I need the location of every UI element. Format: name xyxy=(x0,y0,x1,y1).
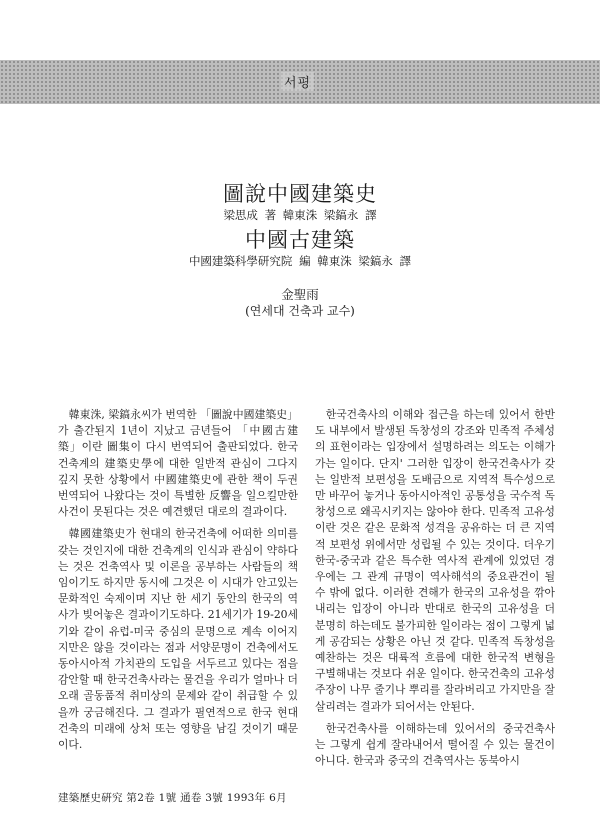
right-column xyxy=(315,407,555,775)
paragraph: 韓東洙, 梁鎬永씨가 번역한 「圖說中國建築史」가 출간된지 1년이 지났고 금년들어 「中國古建築」이란 圖集이 다시 번역되어 출판되었다. 한국건축계의 建築史學에 대한 일반적 관심이 그다지 깊지 못한 상황에서 中國建築史에 관한 책이 두권 번역되어 나왔다는 것이 특별한 反響을 일으킬만한 사건이 못된다는 것은 예견했던 대로의 결과이다. xyxy=(58,408,298,519)
left-column xyxy=(58,407,298,759)
reviewer-name: 金聖雨 xyxy=(281,287,319,302)
paragraph: 한국건축사의 이해와 접근을 하는데 있어서 한반도 내부에서 발생된 독창성의 강조와 민족적 주체성의 표현이라는 입장에서 설명하려는 의도는 이해가 가는 일이다. 단지' 그러한 입장이 한국건축사가 갖는 일반적 보편성을 도배금으로 지역적 특수성으로만 바꾸어 놓거나 동아시아적인 공통성을 국수적 독창성으로 왜곡시키지는 않아야 한다. 민족적 고유성이란 것은 같은 문화적 성격을 공유하는 더 큰 지역적 보편성 위에서만 성립될 수 있는 것이다. 더우기 한국-중국과 같은 특수한 역사적 관계에 있었던 경우에는 그 관계 규명이 역사해석의 중요관건이 될 수 밖에 없다. 이러한 견해가 한국의 고유성을 깎아내리는 입장이 아니라 반대로 한국의 고유성을 더 분명히 하는데도 불가피한 일이라는 점이 그렇게 넓게 공감되는 상황은 아닌 것 같다. 민족적 독창성을 예찬하는 것은 대륙적 흐름에 대한 한국적 변형을 구별해내는 것보다 쉬운 일이다. 한국건축의 고유성 주장이 나무 줄기나 뿌리를 잘라버리고 가지만을 잘 살리려는 결과가 되어서는 안된다. xyxy=(315,408,555,713)
paragraph: 韓國建築史가 현대의 한국건축에 어떠한 의미를 갖는 것인지에 대한 건축계의 인식과 관심이 약하다는 것은 건축역사 및 이론을 공부하는 사람들의 책임이기도 하지만 동시에 그것은 이 시대가 안고있는 문화적인 숙제이며 지난 한 세기 동안의 한국의 역사가 빚어놓은 결과이기도하다. 21세기가 19-20세기와 같이 유럽-미국 중심의 문명으로 계속 이어지지만은 않을 것이라는 점과 서양문명이 건축에서도 동아시아적 가치관의 도입을 서두르고 있다는 점을 감안할 때 한국건축사라는 물건을 우리가 얼마나 더 오래 골동품적 취미상의 문제와 같이 취급할 수 있을까 궁금해진다. 그 결과가 필연적으로 한국 현대건축의 미래에 상처 또는 영향을 남길 것이기 때문이다. xyxy=(58,527,298,752)
reviewer-affiliation: (연세대 건축과 교수) xyxy=(245,304,355,318)
book-credit-1: 梁思成 著 韓東洙 梁鎬永 譯 xyxy=(223,208,377,222)
journal-footer: 建築歷史硏究 第2卷 1號 通卷 3號 1993年 6月 xyxy=(58,792,287,804)
section-label: 서평 xyxy=(281,72,314,91)
paragraph: 한국건축사를 이해하는데 있어서의 중국건축사는 그렇게 쉽게 잘라내어서 떨어질 수 있는 물건이 아니다. 한국과 중국의 건축역사는 동북아시 xyxy=(315,721,555,768)
book-title-2: 中國古建築 xyxy=(245,228,355,252)
book-title-1: 圖說中國建築史 xyxy=(223,182,377,206)
book-credit-2: 中國建築科學研究院 編 韓東洙 梁鎬永 譯 xyxy=(188,254,412,268)
